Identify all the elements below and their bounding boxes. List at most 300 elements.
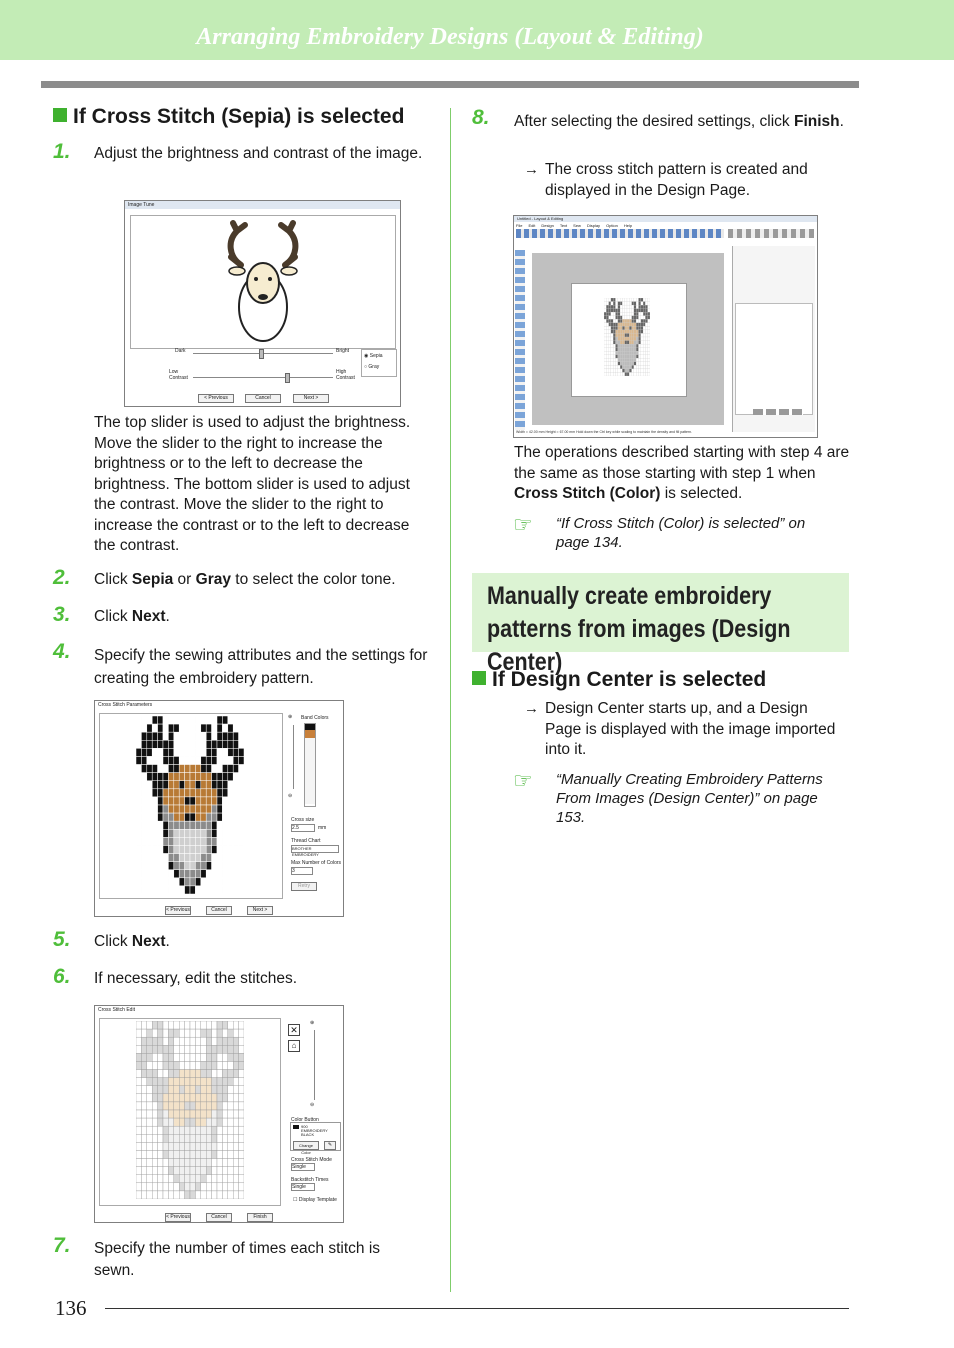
stitch-cell[interactable] (239, 1102, 244, 1110)
stitch-cell[interactable] (141, 1037, 146, 1045)
stitch-cell[interactable] (190, 1061, 195, 1069)
stitch-cell[interactable] (217, 1102, 222, 1110)
stitch-cell[interactable] (141, 1102, 146, 1110)
stitch-cell[interactable] (190, 1110, 195, 1118)
stitch-cell[interactable] (212, 1053, 217, 1061)
stitch-cell[interactable] (195, 1142, 200, 1150)
stitch-cell[interactable] (174, 1061, 179, 1069)
stitch-cell[interactable] (179, 1053, 184, 1061)
stitch-cell[interactable] (136, 1150, 141, 1158)
stitch-cell[interactable] (136, 1126, 141, 1134)
stitch-cell[interactable] (185, 1159, 190, 1167)
stitch-cell[interactable] (190, 1150, 195, 1158)
stitch-cell[interactable] (168, 1142, 173, 1150)
stitch-cell[interactable] (233, 1021, 238, 1029)
stitch-cell[interactable] (206, 1094, 211, 1102)
stitch-cell[interactable] (239, 1159, 244, 1167)
stitch-cell[interactable] (222, 1053, 227, 1061)
eyedropper-icon[interactable]: ✎ (324, 1141, 336, 1150)
stitch-cell[interactable] (217, 1126, 222, 1134)
stitch-cell[interactable] (152, 1029, 157, 1037)
stitch-cell[interactable] (233, 1142, 238, 1150)
stitch-cell[interactable] (141, 1175, 146, 1183)
stitch-cell[interactable] (141, 1167, 146, 1175)
stitch-cell[interactable] (212, 1110, 217, 1118)
stitch-cell[interactable] (179, 1175, 184, 1183)
stitch-cell[interactable] (239, 1118, 244, 1126)
stitch-cell[interactable] (185, 1029, 190, 1037)
stitch-cell[interactable] (212, 1159, 217, 1167)
stitch-cell[interactable] (212, 1037, 217, 1045)
cross-stitch-grid[interactable] (136, 1021, 244, 1199)
stitch-cell[interactable] (201, 1191, 206, 1199)
stitch-cell[interactable] (147, 1029, 152, 1037)
stitch-cell[interactable] (174, 1142, 179, 1150)
stitch-cell[interactable] (168, 1183, 173, 1191)
stitch-cell[interactable] (185, 1142, 190, 1150)
change-color-button[interactable]: Change Color (293, 1141, 319, 1150)
stitch-cell[interactable] (152, 1167, 157, 1175)
next-button[interactable]: Next > (293, 394, 329, 403)
reference-note[interactable]: “Manually Creating Embroidery Patterns From Images (Design Center)” on page 153. (556, 771, 823, 826)
stitch-cell[interactable] (222, 1029, 227, 1037)
stitch-cell[interactable] (228, 1159, 233, 1167)
stitch-cell[interactable] (147, 1070, 152, 1078)
stitch-cell[interactable] (168, 1175, 173, 1183)
stitch-cell[interactable] (141, 1126, 146, 1134)
stitch-cell[interactable] (168, 1021, 173, 1029)
stitch-cell[interactable] (174, 1191, 179, 1199)
stitch-cell[interactable] (217, 1053, 222, 1061)
stitch-cell[interactable] (195, 1078, 200, 1086)
stitch-cell[interactable] (201, 1078, 206, 1086)
stitch-cell[interactable] (222, 1070, 227, 1078)
stitch-mode-select[interactable]: Single (291, 1163, 315, 1171)
stitch-cell[interactable] (152, 1134, 157, 1142)
stitch-cell[interactable] (195, 1053, 200, 1061)
stitch-cell[interactable] (206, 1167, 211, 1175)
stitch-cell[interactable] (152, 1021, 157, 1029)
stitch-cell[interactable] (141, 1021, 146, 1029)
stitch-cell[interactable] (141, 1183, 146, 1191)
stitch-cell[interactable] (174, 1150, 179, 1158)
stitch-cell[interactable] (212, 1078, 217, 1086)
stitch-cell[interactable] (206, 1183, 211, 1191)
stitch-cell[interactable] (239, 1061, 244, 1069)
stitch-cell[interactable] (239, 1094, 244, 1102)
stitch-cell[interactable] (201, 1142, 206, 1150)
zoom-out-icon[interactable]: ⊖ (310, 1102, 315, 1108)
stitch-cell[interactable] (147, 1094, 152, 1102)
stitch-cell[interactable] (222, 1159, 227, 1167)
stitch-cell[interactable] (239, 1191, 244, 1199)
stitch-cell[interactable] (174, 1102, 179, 1110)
stitch-cell[interactable] (185, 1134, 190, 1142)
stitch-cell[interactable] (190, 1175, 195, 1183)
backstitch-times-select[interactable]: Single (291, 1183, 315, 1191)
stitch-cell[interactable] (228, 1142, 233, 1150)
stitch-cell[interactable] (152, 1053, 157, 1061)
stitch-cell[interactable] (190, 1070, 195, 1078)
stitch-cell[interactable] (190, 1167, 195, 1175)
stitch-cell[interactable] (195, 1061, 200, 1069)
stitch-cell[interactable] (217, 1191, 222, 1199)
stitch-cell[interactable] (152, 1126, 157, 1134)
stitch-cell[interactable] (141, 1045, 146, 1053)
stitch-cell[interactable] (190, 1118, 195, 1126)
stitch-cell[interactable] (217, 1078, 222, 1086)
stitch-cell[interactable] (174, 1118, 179, 1126)
stitch-cell[interactable] (222, 1110, 227, 1118)
stitch-cell[interactable] (195, 1110, 200, 1118)
stitch-cell[interactable] (222, 1061, 227, 1069)
stitch-cell[interactable] (158, 1061, 163, 1069)
stitch-cell[interactable] (201, 1183, 206, 1191)
menu-item[interactable]: Sew (573, 223, 581, 228)
stitch-cell[interactable] (201, 1150, 206, 1158)
stitch-cell[interactable] (217, 1086, 222, 1094)
stitch-cell[interactable] (179, 1118, 184, 1126)
stitch-cell[interactable] (147, 1086, 152, 1094)
stitch-cell[interactable] (174, 1183, 179, 1191)
stitch-cell[interactable] (136, 1110, 141, 1118)
stitch-cell[interactable] (141, 1094, 146, 1102)
next-button[interactable]: Next > (247, 906, 273, 915)
stitch-cell[interactable] (228, 1134, 233, 1142)
stitch-cell[interactable] (239, 1086, 244, 1094)
stitch-cell[interactable] (147, 1118, 152, 1126)
stitch-cell[interactable] (201, 1102, 206, 1110)
stitch-cell[interactable] (163, 1070, 168, 1078)
stitch-cell[interactable] (174, 1110, 179, 1118)
stitch-cell[interactable] (179, 1110, 184, 1118)
stitch-cell[interactable] (239, 1167, 244, 1175)
stitch-cell[interactable] (190, 1159, 195, 1167)
stitch-cell[interactable] (212, 1061, 217, 1069)
stitch-cell[interactable] (195, 1175, 200, 1183)
cross-size-input[interactable]: 2.5 (291, 824, 315, 832)
stitch-cell[interactable] (185, 1061, 190, 1069)
stitch-cell[interactable] (152, 1150, 157, 1158)
stitch-cell[interactable] (206, 1061, 211, 1069)
stitch-cell[interactable] (201, 1126, 206, 1134)
stitch-cell[interactable] (190, 1078, 195, 1086)
stitch-cell[interactable] (233, 1126, 238, 1134)
stitch-cell[interactable] (168, 1070, 173, 1078)
stitch-cell[interactable] (147, 1175, 152, 1183)
stitch-cell[interactable] (217, 1142, 222, 1150)
stitch-cell[interactable] (185, 1070, 190, 1078)
menu-item[interactable]: Text (559, 223, 568, 228)
stitch-cell[interactable] (147, 1053, 152, 1061)
stitch-cell[interactable] (222, 1183, 227, 1191)
stitch-cell[interactable] (222, 1191, 227, 1199)
stitch-cell[interactable] (206, 1142, 211, 1150)
stitch-cell[interactable] (141, 1150, 146, 1158)
stitch-cell[interactable] (190, 1134, 195, 1142)
stitch-cell[interactable] (201, 1061, 206, 1069)
stitch-cell[interactable] (206, 1029, 211, 1037)
stitch-cell[interactable] (201, 1094, 206, 1102)
stitch-cell[interactable] (163, 1102, 168, 1110)
stitch-cell[interactable] (147, 1061, 152, 1069)
retry-button[interactable]: Retry (291, 882, 317, 891)
stitch-cell[interactable] (185, 1086, 190, 1094)
stitch-cell[interactable] (185, 1175, 190, 1183)
stitch-cell[interactable] (233, 1070, 238, 1078)
stitch-cell[interactable] (212, 1167, 217, 1175)
stitch-cell[interactable] (163, 1150, 168, 1158)
stitch-cell[interactable] (163, 1110, 168, 1118)
stitch-cell[interactable] (195, 1118, 200, 1126)
stitch-cell[interactable] (158, 1126, 163, 1134)
stitch-cell[interactable] (195, 1134, 200, 1142)
stitch-cell[interactable] (185, 1126, 190, 1134)
stitch-cell[interactable] (174, 1021, 179, 1029)
stitch-cell[interactable] (185, 1118, 190, 1126)
stitch-cell[interactable] (190, 1053, 195, 1061)
stitch-cell[interactable] (141, 1078, 146, 1086)
stitch-cell[interactable] (201, 1134, 206, 1142)
stitch-cell[interactable] (141, 1191, 146, 1199)
max-colors-input[interactable]: 3 (291, 867, 313, 875)
stitch-cell[interactable] (168, 1078, 173, 1086)
menu-item[interactable]: Design (541, 223, 554, 228)
stitch-cell[interactable] (195, 1045, 200, 1053)
stitch-cell[interactable] (222, 1142, 227, 1150)
stitch-cell[interactable] (217, 1061, 222, 1069)
stitch-cell[interactable] (228, 1070, 233, 1078)
stitch-cell[interactable] (163, 1086, 168, 1094)
stitch-cell[interactable] (158, 1175, 163, 1183)
cross-tool-icon[interactable]: ✕ (288, 1024, 300, 1036)
stitch-cell[interactable] (174, 1045, 179, 1053)
stitch-cell[interactable] (217, 1110, 222, 1118)
stitch-cell[interactable] (152, 1078, 157, 1086)
stitch-cell[interactable] (233, 1061, 238, 1069)
stitch-cell[interactable] (158, 1150, 163, 1158)
stitch-cell[interactable] (158, 1045, 163, 1053)
stitch-cell[interactable] (163, 1045, 168, 1053)
contrast-slider[interactable] (193, 377, 333, 378)
stitch-cell[interactable] (185, 1167, 190, 1175)
display-template-checkbox[interactable]: ☐ Display Template (293, 1197, 337, 1203)
stitch-cell[interactable] (152, 1037, 157, 1045)
menu-item[interactable]: File (516, 223, 523, 228)
stitch-cell[interactable] (233, 1191, 238, 1199)
stitch-cell[interactable] (228, 1037, 233, 1045)
finish-button[interactable]: Finish (247, 1213, 273, 1222)
stitch-cell[interactable] (163, 1037, 168, 1045)
stitch-cell[interactable] (185, 1102, 190, 1110)
stitch-cell[interactable] (185, 1183, 190, 1191)
stitch-cell[interactable] (206, 1175, 211, 1183)
stitch-cell[interactable] (136, 1167, 141, 1175)
stitch-cell[interactable] (185, 1037, 190, 1045)
stitch-cell[interactable] (168, 1061, 173, 1069)
stitch-cell[interactable] (217, 1175, 222, 1183)
cancel-button[interactable]: Cancel (245, 394, 281, 403)
stitch-cell[interactable] (222, 1150, 227, 1158)
stitch-cell[interactable] (190, 1126, 195, 1134)
stitch-cell[interactable] (179, 1078, 184, 1086)
stitch-cell[interactable] (228, 1110, 233, 1118)
stitch-cell[interactable] (233, 1037, 238, 1045)
stitch-cell[interactable] (195, 1037, 200, 1045)
stitch-cell[interactable] (228, 1183, 233, 1191)
stitch-cell[interactable] (212, 1142, 217, 1150)
stitch-cell[interactable] (136, 1029, 141, 1037)
stitch-cell[interactable] (147, 1167, 152, 1175)
stitch-cell[interactable] (233, 1029, 238, 1037)
stitch-cell[interactable] (233, 1159, 238, 1167)
previous-button[interactable]: < Previous (166, 1214, 190, 1220)
stitch-cell[interactable] (152, 1110, 157, 1118)
stitch-cell[interactable] (228, 1102, 233, 1110)
stitch-cell[interactable] (158, 1142, 163, 1150)
stitch-cell[interactable] (136, 1094, 141, 1102)
stitch-cell[interactable] (163, 1191, 168, 1199)
stitch-cell[interactable] (174, 1086, 179, 1094)
stitch-cell[interactable] (136, 1102, 141, 1110)
stitch-cell[interactable] (179, 1086, 184, 1094)
stitch-cell[interactable] (163, 1061, 168, 1069)
stitch-cell[interactable] (228, 1061, 233, 1069)
stitch-cell[interactable] (179, 1126, 184, 1134)
stitch-cell[interactable] (179, 1037, 184, 1045)
stitch-cell[interactable] (190, 1094, 195, 1102)
stitch-cell[interactable] (163, 1078, 168, 1086)
stitch-cell[interactable] (147, 1126, 152, 1134)
stitch-cell[interactable] (163, 1183, 168, 1191)
stitch-cell[interactable] (212, 1183, 217, 1191)
stitch-cell[interactable] (228, 1045, 233, 1053)
stitch-cell[interactable] (152, 1094, 157, 1102)
menu-item[interactable]: Help (623, 223, 633, 228)
stitch-cell[interactable] (201, 1021, 206, 1029)
stitch-cell[interactable] (222, 1086, 227, 1094)
stitch-cell[interactable] (190, 1021, 195, 1029)
stitch-cell[interactable] (195, 1086, 200, 1094)
stitch-cell[interactable] (217, 1094, 222, 1102)
stitch-cell[interactable] (168, 1037, 173, 1045)
stitch-cell[interactable] (201, 1086, 206, 1094)
stitch-cell[interactable] (228, 1094, 233, 1102)
stitch-cell[interactable] (212, 1175, 217, 1183)
stitch-cell[interactable] (168, 1134, 173, 1142)
stitch-cell[interactable] (195, 1191, 200, 1199)
stitch-cell[interactable] (233, 1110, 238, 1118)
stitch-cell[interactable] (185, 1150, 190, 1158)
previous-button[interactable]: < Previous (198, 394, 234, 403)
stitch-cell[interactable] (222, 1037, 227, 1045)
stitch-cell[interactable] (174, 1167, 179, 1175)
stitch-cell[interactable] (141, 1159, 146, 1167)
stitch-cell[interactable] (158, 1134, 163, 1142)
stitch-cell[interactable] (212, 1045, 217, 1053)
stitch-cell[interactable] (222, 1102, 227, 1110)
stitch-cell[interactable] (201, 1159, 206, 1167)
stitch-cell[interactable] (233, 1094, 238, 1102)
stitch-cell[interactable] (152, 1118, 157, 1126)
stitch-cell[interactable] (206, 1102, 211, 1110)
stitch-cell[interactable] (206, 1191, 211, 1199)
stitch-cell[interactable] (195, 1159, 200, 1167)
stitch-cell[interactable] (212, 1126, 217, 1134)
stitch-cell[interactable] (222, 1078, 227, 1086)
stitch-cell[interactable] (179, 1102, 184, 1110)
stitch-cell[interactable] (179, 1029, 184, 1037)
menu-item[interactable]: Option (606, 223, 618, 228)
stitch-cell[interactable] (168, 1118, 173, 1126)
stitch-cell[interactable] (152, 1086, 157, 1094)
stitch-cell[interactable] (179, 1021, 184, 1029)
stitch-cell[interactable] (239, 1029, 244, 1037)
stitch-cell[interactable] (185, 1191, 190, 1199)
stitch-cell[interactable] (201, 1045, 206, 1053)
stitch-cell[interactable] (147, 1183, 152, 1191)
stitch-cell[interactable] (168, 1102, 173, 1110)
stitch-cell[interactable] (147, 1078, 152, 1086)
stitch-cell[interactable] (168, 1086, 173, 1094)
stitch-cell[interactable] (147, 1037, 152, 1045)
stitch-cell[interactable] (152, 1070, 157, 1078)
stitch-cell[interactable] (233, 1183, 238, 1191)
stitch-cell[interactable] (152, 1142, 157, 1150)
stitch-cell[interactable] (163, 1142, 168, 1150)
stitch-cell[interactable] (141, 1118, 146, 1126)
stitch-cell[interactable] (233, 1118, 238, 1126)
stitch-cell[interactable] (179, 1134, 184, 1142)
stitch-cell[interactable] (163, 1175, 168, 1183)
stitch-cell[interactable] (141, 1142, 146, 1150)
stitch-cell[interactable] (228, 1078, 233, 1086)
stitch-cell[interactable] (190, 1102, 195, 1110)
stitch-cell[interactable] (136, 1118, 141, 1126)
stitch-cell[interactable] (212, 1150, 217, 1158)
stitch-cell[interactable] (174, 1078, 179, 1086)
reference-note[interactable]: “If Cross Stitch (Color) is selected” on page 134. (556, 515, 806, 551)
stitch-cell[interactable] (222, 1175, 227, 1183)
stitch-cell[interactable] (228, 1175, 233, 1183)
stitch-cell[interactable] (136, 1142, 141, 1150)
stitch-cell[interactable] (179, 1167, 184, 1175)
stitch-cell[interactable] (179, 1061, 184, 1069)
stitch-cell[interactable] (136, 1070, 141, 1078)
stitch-cell[interactable] (233, 1045, 238, 1053)
stitch-cell[interactable] (152, 1191, 157, 1199)
stitch-cell[interactable] (212, 1021, 217, 1029)
stitch-cell[interactable] (174, 1037, 179, 1045)
stitch-cell[interactable] (179, 1159, 184, 1167)
stitch-cell[interactable] (212, 1070, 217, 1078)
stitch-cell[interactable] (239, 1142, 244, 1150)
stitch-cell[interactable] (212, 1134, 217, 1142)
stitch-cell[interactable] (206, 1078, 211, 1086)
stitch-cell[interactable] (228, 1021, 233, 1029)
stitch-cell[interactable] (190, 1045, 195, 1053)
stitch-cell[interactable] (201, 1029, 206, 1037)
zoom-in-icon[interactable]: ⊕ (310, 1020, 315, 1026)
stitch-cell[interactable] (168, 1094, 173, 1102)
stitch-cell[interactable] (136, 1045, 141, 1053)
stitch-cell[interactable] (147, 1142, 152, 1150)
stitch-cell[interactable] (233, 1167, 238, 1175)
stitch-cell[interactable] (141, 1053, 146, 1061)
stitch-cell[interactable] (239, 1070, 244, 1078)
stitch-cell[interactable] (168, 1150, 173, 1158)
stitch-cell[interactable] (228, 1191, 233, 1199)
